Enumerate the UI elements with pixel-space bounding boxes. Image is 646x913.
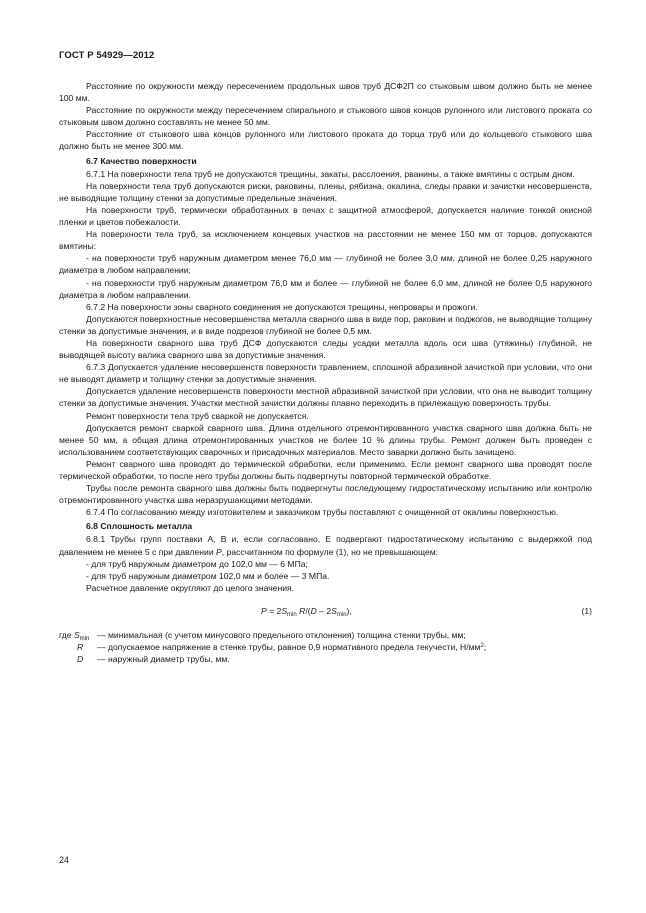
definition-symbol: где $S_{min}$ (59, 629, 90, 642)
paragraph: Трубы после ремонта сварного шва должны быть подвергнуты последующему гидростатическому испытанию или контролю отремонтированного участка шва неразрушающими методами. (59, 483, 592, 506)
paragraph: 6.7.1 На поверхности тела труб не допускаются трещины, закаты, расслоения, рванины, а также вмятины с острым дном. (86, 168, 575, 179)
list-item: - для труб наружным диаметром 102,0 мм и более — 3 МПа. (86, 570, 330, 581)
formula-expression: $P = 2S_{min}$ $R/(D - 2S_{min})$, (261, 605, 352, 618)
list-item: - на поверхности труб наружным диаметром менее 76,0 мм — глубиной не более 3,0 мм, длиной не более 0,25 наружного диаметра в любом направлении; (59, 253, 592, 276)
paragraph: Расчетное давление округляют до целого значения. (86, 582, 295, 593)
paragraph: На поверхности тела труб допускаются риски, раковины, плены, рябизна, окалина, следы правки и зачистки несовершенств, не выводящие толщину стенки за допустимые предельные значения. (59, 180, 592, 203)
paragraph: Ремонт сварного шва проводят до термической обработки, если применимо. Если ремонт сварного шва проводят после термической обработки, то после него трубы должны быть подвергнуты повторной термической обработке. (59, 458, 592, 481)
paragraph: 6.7.3 Допускается удаление несовершенств поверхности травлением, сплошной абразивной зачисткой при условии, что они не выводят диаметр и толщину стенки за допустимые значения. (59, 362, 592, 385)
definition-symbol: D (77, 654, 84, 665)
document-header: ГОСТ Р 54929—2012 (59, 50, 155, 61)
definition-text: — минимальная (с учетом минусового предельного отклонения) толщина стенки трубы, мм; (97, 629, 466, 640)
definition-text: — наружный диаметр трубы, мм. (97, 654, 230, 665)
list-item: - для труб наружным диаметром до 102,0 мм — 6 МПа; (86, 558, 308, 569)
definition-item (59, 629, 592, 641)
paragraph-text: , рассчитанном по формуле (1), но не превышающем: (221, 546, 439, 557)
list-item: - на поверхности труб наружным диаметром 76,0 мм и более — глубиной не более 6,0 мм, длиной не более 0,5 наружного диаметра в любом направлении. (59, 277, 592, 300)
section-heading-6-8: 6.8 Сплошность металла (86, 521, 193, 532)
paragraph: Допускается ремонт сваркой сварного шва. Длина отдельного отремонтированного участка сварного шва должна быть не менее 50 мм, а общая длина отремонтированных участков не более 10 % длины трубы. Ремонт должен быть проведен с использованием соответствующих сварочных и присадочных материалов. Место заварки должно быть зачищено. (59, 422, 592, 457)
page-body (59, 80, 592, 665)
paragraph: Допускается удаление несовершенств поверхности местной абразивной зачисткой при условии, что она не выводит толщину стенки за допустимые значения. Участки местной зачистки должны плавно переходить в прилежащую поверхность трубы. (59, 386, 592, 409)
formula-number: (1) (581, 605, 592, 616)
paragraph: Допускаются поверхностные несовершенства металла сварного шва в виде пор, раковин и поджогов, не выводящие толщину стенки за допустимые значения, и в виде подрезов глубиной не более 0,5 мм. (59, 313, 592, 336)
paragraph: Расстояние по окружности между пересечением продольных швов труб ДСФ2П со стыковым швом должно быть не менее 100 мм. (59, 81, 592, 104)
paragraph: На поверхности сварного шва труб ДСФ допускаются следы усадки металла вдоль оси шва (утяжины) глубиной, не выводящей высоту валика сварного шва за допустимые значения. (59, 337, 592, 361)
definition-text: — допускаемое напряжение в стенке трубы, равное 0,9 нормативного предела текучести, $Н/мм^2$; (97, 642, 487, 653)
paragraph: Расстояние по окружности между пересечением спирального и стыкового швов концов рулонного или листового проката со стыковым швом должно составлять не менее 50 мм. (59, 105, 592, 128)
variable: Р (216, 546, 222, 557)
page-number: 24 (59, 855, 70, 865)
paragraph: На поверхности тела труб, за исключением концевых участков на расстоянии не менее 150 мм от торцов, допускаются вмятины: (59, 229, 592, 252)
definition-item (59, 641, 592, 653)
definition-item (59, 653, 592, 665)
definition-symbol: R (77, 642, 84, 653)
formula-1 (59, 601, 592, 623)
section-heading-6-7: 6.7 Качество поверхности (86, 155, 197, 166)
paragraph (59, 533, 592, 557)
paragraph: Расстояние от стыкового шва концов рулонного или листового проката до торца труб или до кольцевого стыкового шва должно быть не менее 300 мм. (59, 129, 592, 152)
paragraph-text: 6.8.1 Трубы групп поставки А, В и, если согласовано, Е подвергают гидростатическому испытанию с выдержкой под давлением не менее 5 с при давлении (59, 534, 592, 557)
paragraph: На поверхности труб, термически обработанных в печах с защитной атмосферой, допускается наличие тонкой окисной пленки и цветов побежалости. (59, 204, 592, 228)
paragraph: 6.7.2 На поверхности зоны сварного соединения не допускаются трещины, непровары и прожоги. (86, 301, 478, 312)
definitions (59, 629, 592, 665)
paragraph: 6.7.4 По согласованию между изготовителем и заказчиком трубы поставляют с очищенной от окалины поверхностью. (86, 507, 559, 518)
paragraph: Ремонт поверхности тела труб сваркой не допускается. (86, 410, 309, 421)
